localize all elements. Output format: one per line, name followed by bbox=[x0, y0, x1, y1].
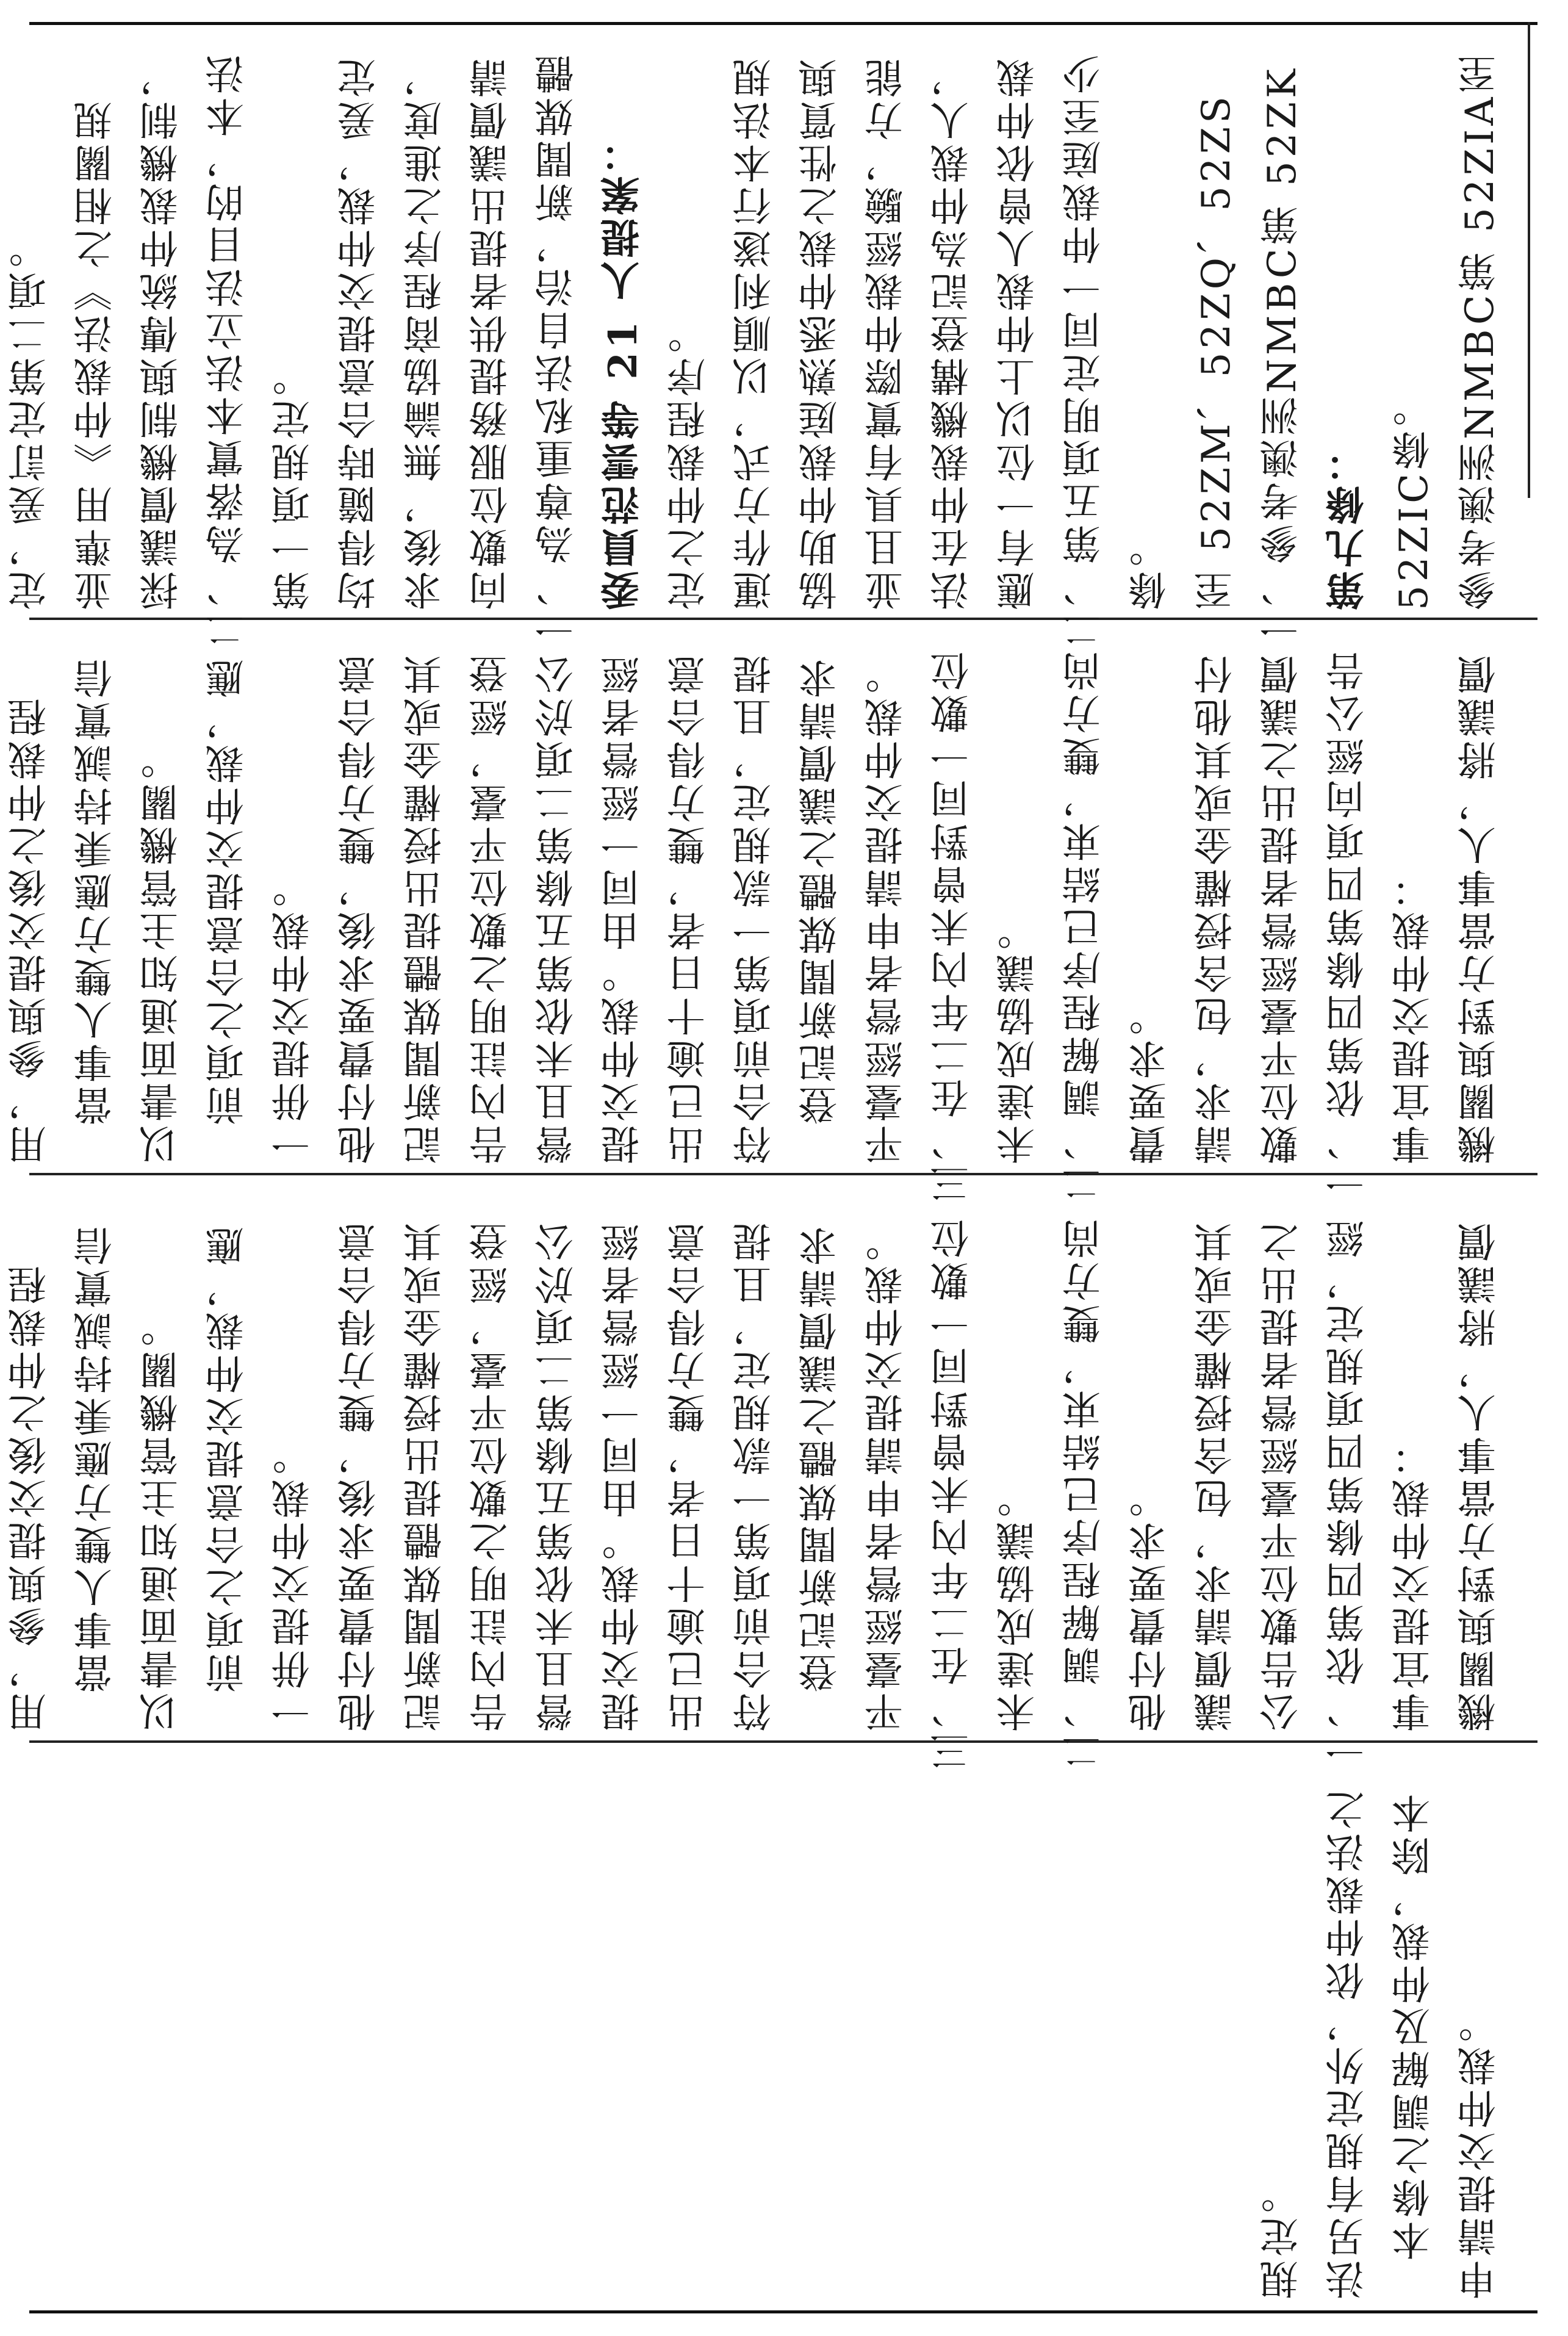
section-text-b bbox=[8, 627, 1513, 1203]
bottom-rule bbox=[29, 2310, 1537, 2313]
divider-4 bbox=[29, 1740, 1537, 1743]
closing-line-1: 申請提交仲裁。 bbox=[1458, 2000, 1503, 2299]
text-a-item-3: 三、在二年內未曾對同一數位平臺經營者申請提交仲裁。 bbox=[865, 1216, 976, 1771]
notes-item-1: 一、參考澳洲NMBC第 52ZK至 52ZM、52ZQ、52ZS條。 bbox=[1128, 65, 1305, 649]
text-b-intro: 機關與對方當事人，將議價事宜提交仲裁： bbox=[1392, 652, 1503, 1164]
text-b-item-1: 一、依第四條第四項向經公告數位平臺經營者提出之議價請求，包含授權金或其他付費要求。 bbox=[1128, 648, 1371, 1203]
text-b-item-3: 三、在二年內未曾對同一數位平臺經營者申請提交仲裁。 bbox=[865, 648, 976, 1203]
text-b-item-2: 二、調解程序已結束，雙方尚未達成協議。 bbox=[996, 648, 1107, 1203]
text-a-para-3: 當事人雙方應秉持誠實信用，參與提交後之仲裁程 bbox=[8, 1223, 119, 1732]
heading-proposal-fan: 委員范雲等 21 人提案： bbox=[600, 129, 646, 610]
closing-line-2: 本條之調解及仲裁，除本法另有規定外，依仲裁法之規定。 bbox=[1260, 1787, 1437, 2299]
text-b-para-3: 當事人雙方應秉持誠實信用，參與提交後之仲裁程 bbox=[8, 655, 119, 1164]
section-notes bbox=[8, 37, 1513, 649]
text-b-para-1: 登記新聞媒體之議價請求符合前項第一款規定，且提出已逾十日者，雙方得合意提交仲裁。由同一經營者經營且未依第五條第二項於公告內註明之數位平臺，經登記新聞媒體提出授權金或其他付費要求後，雙方得合意一併提交仲裁。 bbox=[272, 652, 844, 1164]
notes-item-4: 二、為落實本法立法目的，本法採議價機制與傳統仲裁機制，並準用《仲裁法》之相關規定，爰訂定第二項。 bbox=[8, 51, 251, 649]
text-a-intro: 機關與對方當事人，將議價事宜提交仲裁： bbox=[1392, 1219, 1503, 1732]
notes-item-3: 一、為尊重私法自治，新聞媒體向數位服務提供者提出議價請求後，無論協商程序之進度，均得隨時合意提交仲裁，爰定第一項規定。 bbox=[272, 51, 580, 649]
notes-item-2: 二、第五項明定同一仲裁庭至少應有一位以上仲裁人曾依仲裁法在仲裁機構登記為仲裁人，並且具有實際仲裁經驗，方能協助仲裁庭熟悉仲裁之性質與運作方式，以順利遂行本法規定之仲裁程序。 bbox=[667, 51, 1107, 649]
top-rule bbox=[29, 22, 1537, 25]
section-text-a bbox=[8, 1183, 1513, 1771]
section-closing bbox=[49, 1750, 1513, 2299]
text-a-para-1: 登記新聞媒體之議價請求符合前項第一款規定，且提出已逾十日者，雙方得合意提交仲裁。由同一經營者經營且未依第五條第二項於公告內註明之數位平臺，經登記新聞媒體提出授權金或其他付費要求後，雙方得合意一併提交仲裁。 bbox=[272, 1219, 844, 1732]
text-b-para-2: 前項之合意提交仲裁，應以書面通知主管機關。 bbox=[140, 655, 251, 1164]
divider-3 bbox=[29, 1173, 1537, 1175]
text-a-para-2: 前項之合意提交仲裁，應以書面通知主管機關。 bbox=[140, 1223, 251, 1732]
divider-1 bbox=[1528, 22, 1530, 498]
heading-article-9: 第九條： bbox=[1325, 439, 1371, 610]
text-a-item-1: 一、依第四條第四項規定，經公告數位平臺經營者提出之議價請求，包含授權金或其他付費要求。 bbox=[1128, 1216, 1371, 1771]
text-a-item-2: 二、調解程序已結束，雙方尚未達成協議。 bbox=[996, 1216, 1107, 1771]
notes-ref: 參考澳洲NMBC第 52ZIA至 52ZIC條。 bbox=[1392, 51, 1503, 610]
